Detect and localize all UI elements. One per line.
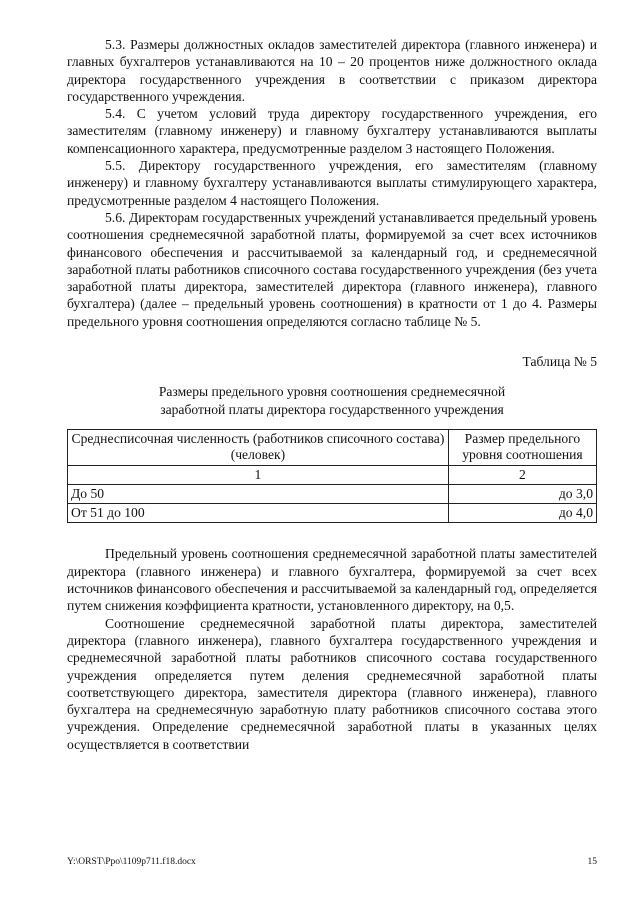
paragraph-5-3: 5.3. Размеры должностных окладов заместителей директора (главного инженера) и главных бухгалтеров устанавливаются на 10 – 20 процентов ниже должностного оклада директора государственного учреждения в соответствии с приказом директора государственного учреждения. bbox=[67, 37, 597, 104]
paragraph-5-4: 5.4. С учетом условий труда директору государственного учреждения, его заместителям (главному инженеру) и главному бухгалтеру устанавливаются выплаты компенсационного характера, предусмотренные разделом 3 настоящего Положения. bbox=[67, 106, 597, 156]
table-header-row bbox=[68, 429, 597, 465]
paragraph-5-6: 5.6. Директорам государственных учреждений устанавливается предельный уровень соотношения среднемесячной заработной платы, формируемой за счет всех источников финансового обеспечения и рассчитываемой за календарный год, и среднемесячной заработной платы работников списочного состава государственного учреждения (без учета заработной платы директора, заместителей директора (главного инженера), главного бухгалтера) (далее – предельный уровень соотношения) в кратности от 1 до 4. Размеры предельного уровня соотношения определяются согласно таблице № 5. bbox=[67, 209, 597, 329]
table-column-number-row bbox=[68, 465, 597, 484]
paragraph-5-5: 5.5. Директору государственного учреждения, его заместителям (главному инженеру) и главному бухгалтеру устанавливаются выплаты стимулирующего характера, предусмотренные разделом 4 настоящего Положения. bbox=[67, 158, 597, 208]
table-row bbox=[68, 484, 597, 503]
table-row bbox=[68, 504, 597, 523]
column-number-1: 1 bbox=[68, 465, 449, 484]
paragraph-after-table-1: Предельный уровень соотношения среднемесячной заработной платы заместителей директора (главного инженера) и главного бухгалтера, формируемой за счет всех источников финансового обеспечения и рассчитываемой за календарный год, определяется путем снижения коэффициента кратности, установленного директору, на 0,5. bbox=[67, 546, 597, 614]
column-number-2: 2 bbox=[448, 465, 596, 484]
row-count: До 50 bbox=[68, 484, 449, 503]
row-ratio: до 3,0 bbox=[448, 484, 596, 503]
file-path: Y:\ORST\Ppo\1109p711.f18.docx bbox=[67, 857, 196, 867]
table-label: Таблица № 5 bbox=[522, 354, 597, 370]
table-title-line-1: Размеры предельного уровня соотношения среднемесячной bbox=[158, 384, 506, 400]
document-page bbox=[67, 36, 597, 753]
table-title bbox=[67, 383, 597, 418]
row-ratio: до 4,0 bbox=[448, 504, 596, 523]
table-title-line-2: заработной платы директора государственного учреждения bbox=[160, 401, 504, 417]
header-count: Среднесписочная численность (работников списочного состава) (человек) bbox=[68, 429, 449, 465]
header-ratio: Размер предельного уровня соотношения bbox=[448, 429, 596, 465]
page-number: 15 bbox=[587, 857, 597, 867]
ratio-table bbox=[67, 429, 597, 523]
row-count: От 51 до 100 bbox=[68, 504, 449, 523]
paragraph-after-table-2: Соотношение среднемесячной заработной платы директора, заместителей директора (главного инженера), главного бухгалтера государственного учреждения и среднемесячной заработной платы работников списочного состава государственного учреждения определяется путем деления среднемесячной заработной платы соответствующего директора, заместителя директора (главного инженера), главного бухгалтера на среднемесячную заработную плату работников списочного состава этого учреждения. Определение среднемесячной заработной платы в указанных целях осуществляется в соответствии bbox=[67, 615, 597, 752]
